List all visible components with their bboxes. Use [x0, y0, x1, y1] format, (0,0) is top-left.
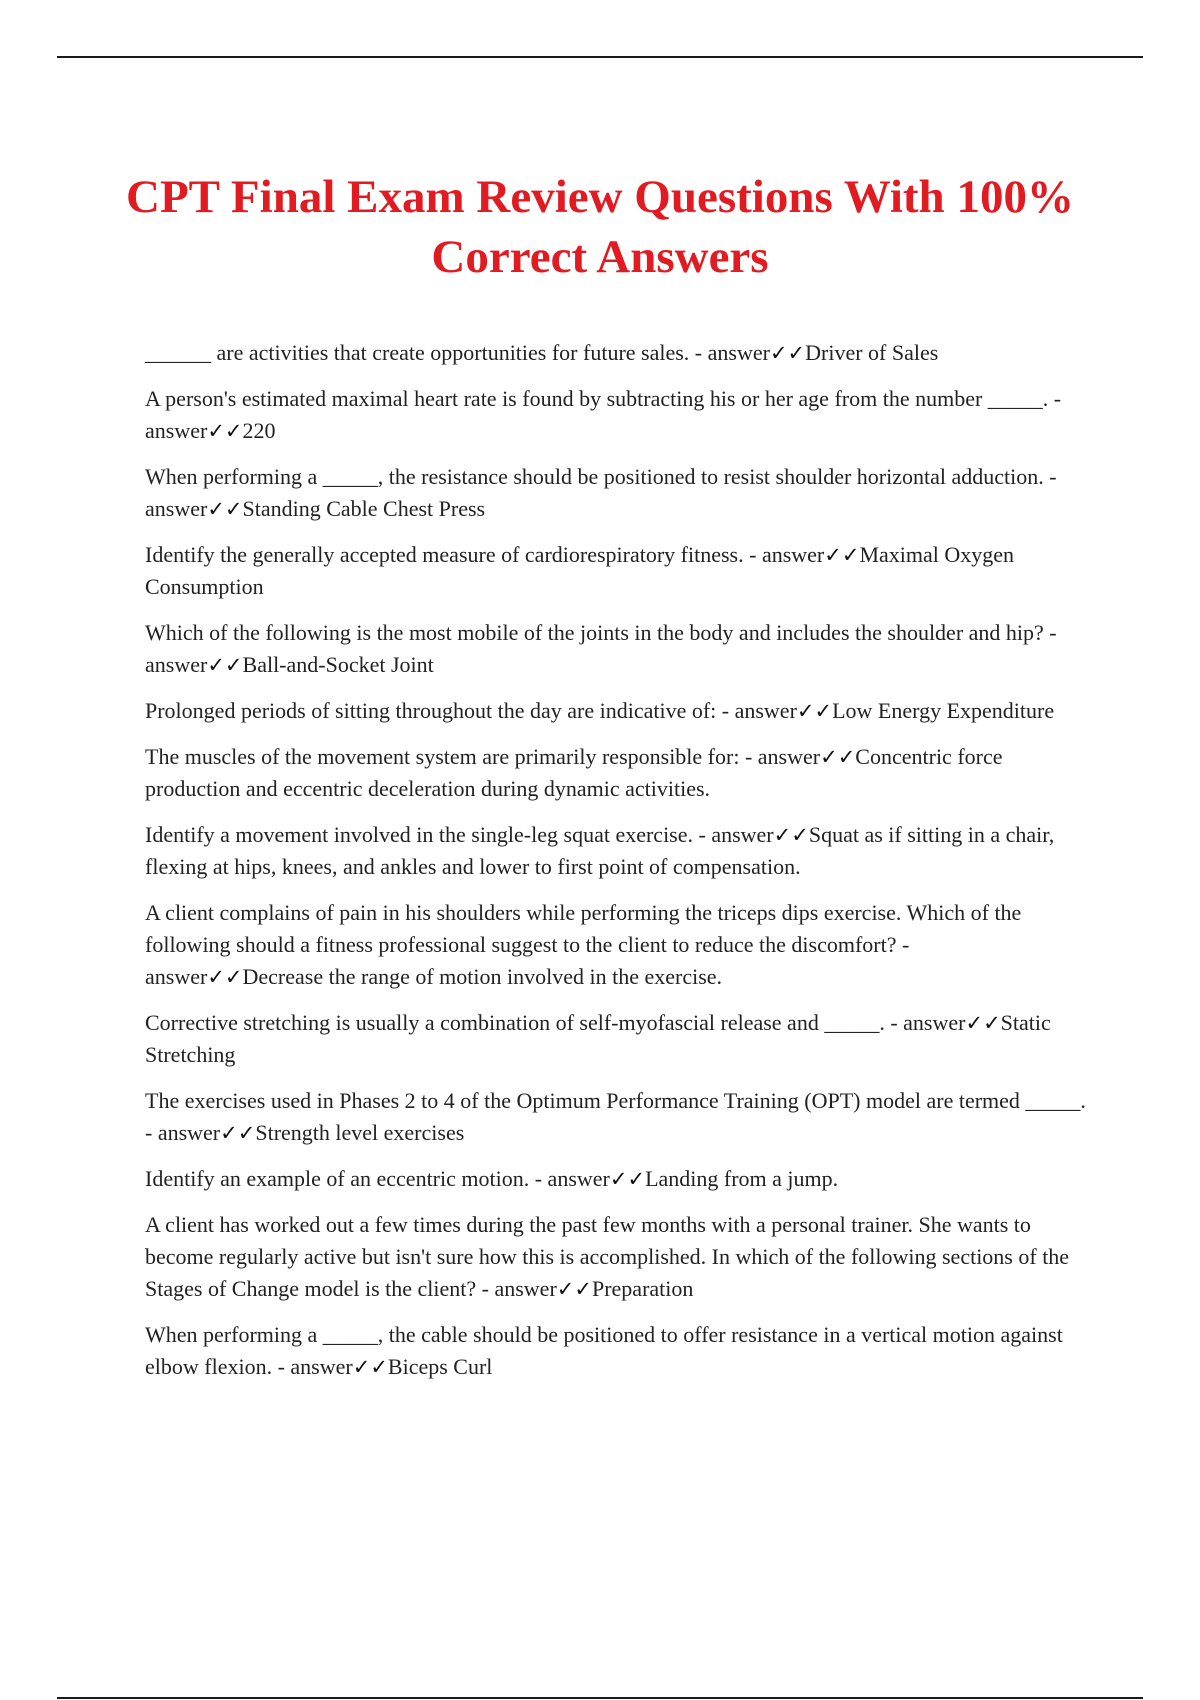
question-list	[145, 337, 1090, 1397]
qa-item	[145, 1319, 1090, 1383]
double-check-icon: ✓✓	[207, 497, 243, 521]
double-check-icon: ✓✓	[769, 341, 806, 365]
qa-item	[145, 1085, 1090, 1149]
qa-item	[145, 383, 1090, 447]
qa-item	[145, 617, 1090, 681]
question-text: ______ are activities that create opportunities for future sales. - answer	[145, 340, 770, 365]
question-text: The muscles of the movement system are primarily responsible for: - answer	[145, 744, 821, 769]
double-check-icon: ✓✓	[556, 1277, 592, 1301]
question-text: Identify an example of an eccentric motion. - answer	[145, 1166, 610, 1191]
header-rule	[57, 56, 1143, 58]
question-text: Identify the generally accepted measure of cardiorespiratory fitness. - answer	[145, 542, 825, 567]
question-text: Corrective stretching is usually a combination of self-myofascial release and _____. - answer	[145, 1010, 966, 1035]
answer-text: Ball-and-Socket Joint	[242, 652, 434, 677]
answer-text: Landing from a jump.	[645, 1166, 839, 1191]
qa-item	[145, 337, 1090, 369]
qa-item	[145, 1163, 1090, 1195]
answer-text: Preparation	[591, 1276, 694, 1301]
qa-item	[145, 539, 1090, 603]
double-check-icon: ✓✓	[207, 653, 243, 677]
question-text: Prolonged periods of sitting throughout the day are indicative of: - answer	[145, 698, 797, 723]
qa-item	[145, 897, 1090, 993]
document-title: CPT Final Exam Review Questions With 100% Correct Answers	[126, 171, 1074, 283]
answer-text: Strength level exercises	[255, 1120, 465, 1145]
question-text: Which of the following is the most mobile of the joints in the body and includes the shoulder and hip? - answer	[145, 620, 1057, 677]
question-text: A client has worked out a few times during the past few months with a personal trainer. She wants to become regularly active but isn't sure how this is accomplished. In which of the following sections of the Stages of Change model is the client? - answer	[145, 1212, 1070, 1301]
qa-item	[145, 819, 1090, 883]
answer-text: Squat as if sitting in a chair, flexing at hips, knees, and ankles and lower to first point of compensation.	[145, 822, 1055, 879]
double-check-icon: ✓✓	[207, 965, 243, 989]
question-text: A client complains of pain in his shoulders while performing the triceps dips exercise. Which of the following should a fitness professional suggest to the client to reduce the discomfort? - answer	[145, 900, 1022, 989]
answer-text: Maximal Oxygen Consumption	[145, 542, 1015, 599]
qa-item	[145, 741, 1090, 805]
question-text: Identify a movement involved in the single-leg squat exercise. - answer	[145, 822, 774, 847]
question-text: The exercises used in Phases 2 to 4 of the Optimum Performance Training (OPT) model are termed _____. - answer	[145, 1088, 1086, 1145]
question-text: A person's estimated maximal heart rate is found by subtracting his or her age from the number _____. - answer	[145, 386, 1062, 443]
double-check-icon: ✓✓	[352, 1355, 388, 1379]
qa-item	[145, 695, 1090, 727]
question-text: When performing a _____, the resistance should be positioned to resist shoulder horizontal adduction. - answer	[145, 464, 1057, 521]
qa-item	[145, 461, 1090, 525]
question-text: When performing a _____, the cable should be positioned to offer resistance in a vertical motion against elbow flexion. - answer	[145, 1322, 1063, 1379]
double-check-icon: ✓✓	[773, 823, 809, 847]
double-check-icon: ✓✓	[820, 745, 856, 769]
double-check-icon: ✓✓	[609, 1167, 646, 1191]
answer-text: Low Energy Expenditure	[832, 698, 1055, 723]
double-check-icon: ✓✓	[207, 419, 243, 443]
answer-text: Concentric force production and eccentric deceleration during dynamic activities.	[145, 744, 1003, 801]
answer-text: Driver of Sales	[805, 340, 939, 365]
qa-item	[145, 1209, 1090, 1305]
footer-rule	[57, 1697, 1143, 1699]
answer-text: Standing Cable Chest Press	[242, 496, 486, 521]
double-check-icon: ✓✓	[796, 699, 833, 723]
qa-item	[145, 1007, 1090, 1071]
answer-text: 220	[242, 418, 276, 443]
answer-text: Static Stretching	[145, 1010, 1051, 1067]
double-check-icon: ✓✓	[965, 1011, 1001, 1035]
double-check-icon: ✓✓	[824, 543, 860, 567]
answer-text: Decrease the range of motion involved in the exercise.	[242, 964, 723, 989]
answer-text: Biceps Curl	[387, 1354, 493, 1379]
double-check-icon: ✓✓	[220, 1121, 256, 1145]
